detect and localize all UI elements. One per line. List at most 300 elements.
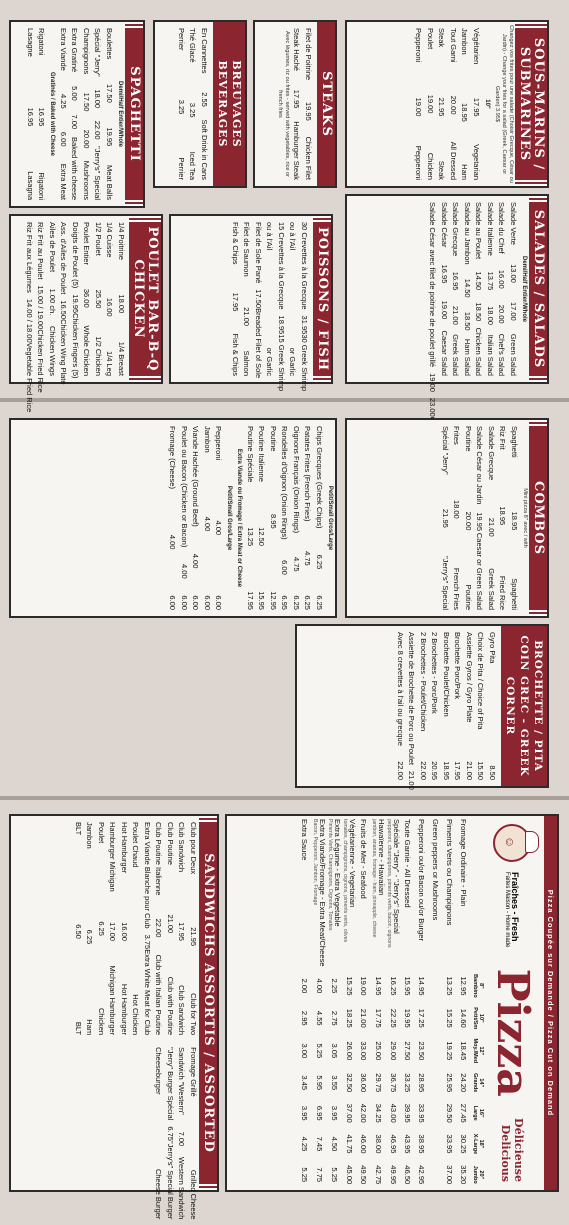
gratin-title: Gratinés / Baked with Cheese — [49, 71, 56, 157]
menu-item-row — [508, 196, 520, 382]
pizza-price-cell — [401, 1098, 415, 1128]
item-name-fr: Frites — [452, 426, 462, 445]
pizza-price: 15.25 — [345, 976, 354, 996]
pizza-price-cell — [371, 970, 386, 1003]
item-name-en: Soft Drink in Cans — [200, 119, 209, 180]
item-price-small: 6.25 — [315, 554, 324, 570]
item-price-small: 12.50 — [257, 527, 267, 546]
item-name-fr: Fromage Grillé — [189, 1047, 198, 1097]
item-name-en: Salmon — [242, 350, 252, 376]
item-name-en: Chicken — [97, 1007, 106, 1036]
pizza-price-cell — [298, 1067, 312, 1098]
item-price-large: 12.95 — [269, 591, 278, 610]
pizza-size-cell — [471, 1067, 485, 1098]
item-name-en: Club Sandwich — [177, 985, 187, 1036]
pizza-price-cell — [386, 1002, 401, 1034]
item-price: 21.95 — [437, 97, 447, 117]
pizza-price-cell — [371, 1098, 386, 1128]
sides-section — [9, 418, 337, 618]
item-price: 18.95 — [442, 761, 451, 780]
pizza-price-cell — [371, 1067, 386, 1098]
pizza-price: 14.60 — [459, 1008, 469, 1028]
item-name-en: Pepperoni — [414, 145, 424, 180]
menu-item-row — [81, 22, 93, 206]
item-price: 21.00 — [407, 771, 417, 790]
menu-item-row — [176, 816, 188, 1041]
pizza-row — [327, 816, 342, 1190]
pizza-price-cell — [327, 1034, 342, 1067]
menu-item-row — [451, 420, 463, 616]
pizza-section — [225, 814, 559, 1192]
pizza-price-cell — [386, 1160, 401, 1190]
pizza-row — [371, 816, 386, 1190]
item-name-en: Club with Italian Poutine — [154, 954, 164, 1036]
item-name-fr: Poulet — [97, 822, 106, 844]
item-price: 17.00 — [108, 922, 118, 941]
pizza-price: 38.95 — [417, 1134, 427, 1154]
pizza-price-cell — [357, 970, 371, 1003]
item-price-large: 6.25 — [315, 595, 324, 610]
item-price: 22.00 — [154, 918, 164, 938]
pizza-size-cell — [471, 1128, 485, 1159]
pizza-size-num: 18" — [478, 1139, 484, 1149]
item-price: 18.95 — [277, 315, 286, 335]
pizza-topbar: Pizza Coupée sur Demande / Pizza Cut on Demand — [544, 816, 557, 1190]
pizza-price: 38.00 — [374, 1134, 383, 1154]
pizza-price-cell — [443, 1034, 457, 1067]
item-name-en: or Garlic — [265, 347, 275, 376]
item-price-half: 16.00 — [497, 269, 507, 289]
pizza-size-num: 10" — [478, 1013, 484, 1023]
menu-item-row — [84, 816, 96, 1041]
item-price: 22.00 — [396, 761, 405, 780]
pizza-price: 22.25 — [389, 1008, 398, 1028]
item-price: 1.00 ch. — [48, 288, 57, 316]
pizza-price-cell — [457, 1160, 471, 1190]
pizza-price: 7.75 — [315, 1167, 324, 1183]
item-name-en: Chicken Fingers (5) — [71, 313, 80, 379]
menu-item-row — [25, 22, 37, 206]
item-price: 17.95 — [292, 89, 302, 109]
pizza-price: 26.00 — [345, 1041, 354, 1061]
pizza-price-cell — [357, 1098, 371, 1128]
item-name: Chips Grecques (Greek Chips) — [315, 426, 324, 529]
menu-item-row — [188, 1041, 200, 1225]
pizza-size-num: 16" — [478, 1108, 484, 1118]
combos-title: COMBOS — [529, 420, 547, 616]
salads-title: SALADES / SALADS — [529, 196, 547, 382]
menu-item-row — [256, 420, 268, 616]
menu-item-row — [142, 816, 154, 1041]
pizza-size-label: Moy./Med — [472, 1038, 478, 1064]
pizza-price-cell — [342, 1034, 357, 1067]
pizza-price-cell — [457, 970, 471, 1003]
menu-item-row — [69, 22, 81, 206]
item-name-en: Green Salad — [509, 333, 518, 376]
brochette-title — [501, 626, 547, 786]
pizza-price-cell — [401, 1128, 415, 1159]
pizza-name-cell — [386, 816, 401, 970]
item-name-en: Club for Two — [189, 993, 198, 1036]
item-price-half: 4.25 — [59, 94, 68, 109]
pizza-price-cell — [415, 1128, 429, 1159]
item-price-small: 13.25 — [246, 527, 255, 547]
menu-item-row — [427, 196, 439, 417]
brochette-section — [295, 624, 549, 788]
menu-item-row — [241, 216, 253, 382]
menu-item-row — [459, 22, 471, 186]
item-price: 14.00 / 18.00 — [25, 298, 34, 343]
sandwiches-section — [9, 814, 219, 1220]
pizza-size-num: 12" — [478, 1046, 484, 1056]
pizza-price: 25.00 — [374, 1041, 383, 1061]
pizza-price-cell — [415, 1067, 429, 1098]
pizza-price: 19.95 — [403, 1008, 413, 1028]
pizza-price-cell — [371, 1002, 386, 1034]
item-price-whole: 19.95 — [105, 127, 114, 147]
menu-item-row — [104, 216, 116, 382]
menu-item-row — [92, 22, 104, 206]
menu-item-row — [314, 420, 326, 616]
item-price: 3.25 — [188, 102, 198, 118]
salads-header: Demi/Half Entier/Whole — [521, 255, 527, 322]
item-name-fr: 1/4 Cuisse — [105, 222, 115, 258]
item-name-fr: 1/4 Poitrine — [117, 222, 126, 260]
item-name-en: All Dressed — [449, 141, 458, 180]
item-name-en: Hot Hamburger — [120, 983, 129, 1036]
item-name-en: Breaded Filet of Sole — [254, 308, 263, 379]
menu-item-row — [486, 420, 498, 616]
menu-item-row — [395, 626, 407, 786]
pizza-name-cell — [457, 816, 471, 970]
item-name-fr: 30 Crevettes à la Grecque — [300, 222, 309, 310]
pizza-size-cell — [471, 1098, 485, 1128]
item-price: 21.00 — [166, 914, 175, 934]
pizza-name: Green peppers or Mushrooms — [431, 819, 441, 921]
spaghetti-header: Demi/Half Entier/Whole — [117, 80, 123, 147]
bbq-title: POULET BAR-B-Q CHICKEN — [129, 216, 161, 382]
pizza-price: 33.95 — [417, 1103, 427, 1123]
item-name-fr: Ailes de Poulet — [48, 222, 57, 273]
item-price: 21.00 — [487, 517, 496, 537]
item-name-fr: Salade au Jambon — [463, 202, 472, 265]
item-price-whole: 18.50 — [463, 311, 472, 331]
item-name: Gyro Pita — [488, 632, 497, 664]
pizza-price: 12.95 — [459, 976, 469, 996]
pizza-price: 4.50 — [330, 1136, 339, 1152]
pizza-price-cell — [443, 1128, 457, 1159]
sandwiches-left — [73, 816, 200, 1041]
menu-item-row — [167, 420, 179, 616]
item-price-half: 16.95 — [440, 264, 449, 284]
drinks-title — [213, 22, 245, 186]
menu-item-row — [58, 216, 70, 385]
menu-item-row — [471, 22, 483, 186]
item-price-small: 4.00 — [191, 553, 201, 569]
pizza-price: 33.95 — [445, 1134, 455, 1154]
item-name-en: "Jerry's" Special — [441, 556, 450, 610]
item-price-large: 6.00 — [191, 595, 201, 610]
pizza-name-cell — [298, 816, 312, 970]
pizza-price-cell — [312, 1098, 327, 1128]
pizza-price: 2.25 — [330, 978, 339, 994]
item-name-fr: Végétarien — [472, 28, 481, 65]
bbq-section — [9, 214, 163, 413]
pizza-price: 33.25 — [403, 1073, 413, 1093]
subs-size-header: 10" — [484, 99, 490, 109]
item-name-fr: Extra Gratiné — [70, 28, 80, 73]
item-name-en: Chicken Wing Plate — [59, 319, 69, 385]
pizza-name: Extra Légume - Extra Vegetable — [333, 819, 342, 927]
pizza-price-cell — [298, 970, 312, 1003]
combos-note: Mini pizza 8" avec / with — [522, 488, 528, 548]
menu-item-row — [485, 196, 497, 382]
item-name-fr: Boulettes — [105, 28, 114, 60]
menu-item-row — [179, 420, 191, 616]
pizza-price-cell — [342, 970, 357, 1003]
item-name-fr: Fish & Chips — [231, 222, 240, 265]
item-name-en: Chicken — [426, 152, 435, 180]
pizza-price: 17.25 — [417, 1008, 427, 1028]
item-name-fr: Jambon — [460, 28, 470, 55]
steaks-list — [291, 22, 317, 186]
item-price-whole: 23.00 — [428, 397, 438, 417]
item-name: Poutine Spéciale — [246, 426, 255, 483]
pizza-price-cell — [401, 1160, 415, 1190]
menu-item-row — [264, 216, 276, 382]
pizza-name-cell — [443, 816, 457, 970]
pizza-desc: tomates, champignons, oignons, piments verts, olives — [342, 819, 348, 943]
item-name-en: Iced Tea — [188, 151, 198, 180]
item-name-fr: Lasagne — [26, 28, 35, 57]
item-name-fr: Poutine — [464, 426, 473, 452]
menu-item-row — [276, 216, 288, 392]
pizza-price: 36.75 — [389, 1073, 398, 1093]
pizza-price-cell — [357, 1128, 371, 1159]
item-name: Oignons Français (Onion Rings) — [292, 426, 301, 534]
item-price-whole: 18.00 — [486, 306, 495, 325]
item-name-fr: Jambon — [85, 822, 95, 849]
pizza-price-cell — [386, 1034, 401, 1067]
menu-item-row — [47, 216, 59, 382]
item-name-fr: Salade au Poulet — [474, 202, 484, 260]
item-price-large: 6.00 — [203, 595, 212, 610]
pizza-price: 23.50 — [417, 1041, 427, 1061]
item-name-en: "Jerry's" Special Burger — [166, 1140, 175, 1220]
pizza-price: 3.95 — [300, 1105, 310, 1121]
fish-title: POISSONS / FISH — [313, 216, 331, 382]
pizza-price-cell — [429, 1002, 443, 1034]
pizza-price-cell — [415, 1098, 429, 1128]
item-price: 7.00 — [177, 1131, 187, 1147]
pizza-desc: pepperoni, champignons, piments verts, bacon, oignons — [386, 819, 392, 948]
item-name-fr: Riz Frit — [498, 426, 508, 450]
item-price: 17.95 — [453, 761, 463, 780]
sides-list — [245, 420, 326, 616]
pizza-price: 43.00 — [389, 1103, 398, 1123]
pizza-price-cell — [298, 1128, 312, 1159]
pizza-price: 2.00 — [300, 978, 310, 994]
item-name-en: Baked with cheese — [70, 137, 80, 200]
menu-item-row — [450, 196, 462, 382]
pizza-price-cell — [327, 1160, 342, 1190]
brochette-title-fr: BROCHETTE / PITA — [532, 640, 544, 772]
spaghetti-section — [9, 20, 145, 208]
pizza-price: 37.00 — [345, 1103, 354, 1123]
pizza-price: 18.45 — [459, 1041, 469, 1061]
pizza-name: Piments Verts ou Champignons — [445, 819, 455, 926]
pizza-price-cell — [386, 1067, 401, 1098]
pizza-subtitle2: Faites Maison - Home made — [504, 872, 511, 948]
item-price-large: 6.00 — [168, 595, 178, 610]
menu-item-row — [473, 196, 485, 382]
menu-item-row — [24, 216, 36, 413]
menu-item-row — [425, 22, 437, 186]
item-name: Brochette Poulet/Chicken — [442, 632, 451, 717]
pizza-price-cell — [298, 1034, 312, 1067]
item-name-fr: Filet de Saumon — [242, 222, 252, 277]
item-price-large: 15.95 — [257, 591, 267, 610]
pizza-price-cell — [415, 970, 429, 1003]
item-name-en: Fish & Chips — [231, 333, 240, 376]
item-price-whole: 19.00 — [440, 300, 449, 320]
fold-line — [0, 398, 569, 402]
item-price-small: 8.95 — [269, 514, 278, 529]
pizza-size-label: Bambino — [472, 974, 478, 998]
pizza-price-cell — [443, 1098, 457, 1128]
pizza-price-cell — [386, 1098, 401, 1128]
pizza-price-cell — [312, 970, 327, 1003]
pizza-price: 49.50 — [359, 1165, 369, 1185]
menu-item-row — [96, 816, 108, 1041]
item-price-whole: 17.00 — [509, 301, 518, 321]
item-name: Patates Frites (French Fries) — [303, 426, 313, 522]
pizza-price: 15.95 — [403, 976, 413, 996]
item-price-half: 18.00 — [93, 89, 103, 109]
pizza-name: Extra Viande/Fromage - Extra Meat/Cheese — [318, 819, 327, 967]
pizza-row — [298, 816, 312, 1190]
menu-item-row — [176, 1041, 188, 1225]
item-name-fr: Riz Frit au Poulet — [36, 222, 46, 280]
item-price-large: 6.25 — [303, 595, 313, 610]
item-name-fr: Club Poutine Italienne — [154, 822, 164, 896]
menu-item-row — [153, 816, 165, 1041]
pizza-price: 27.45 — [459, 1103, 469, 1123]
menu-item-row — [153, 1041, 165, 1225]
pizza-price-cell — [312, 1128, 327, 1159]
drinks-section — [153, 20, 247, 188]
item-name-fr: ou à l'Ail — [265, 222, 275, 251]
pizza-size-cell — [471, 970, 485, 1003]
item-name-en: Hamburger Steak — [292, 121, 302, 180]
item-price: 19.00 — [414, 97, 424, 117]
menu-item-row — [119, 816, 131, 1041]
menu-item-row — [245, 420, 257, 616]
item-name-fr: En Cannettes — [200, 28, 209, 74]
item-price-small: 4.00 — [168, 534, 178, 550]
pizza-price: 49.95 — [389, 1165, 398, 1185]
item-price: 16.95 — [37, 107, 47, 127]
pizza-price-cell — [415, 1034, 429, 1067]
item-price: 19.95 — [304, 101, 313, 121]
item-name-en: Vegetarian — [472, 144, 481, 180]
item-name-en: French Fries — [452, 567, 462, 610]
pizza-price-cell — [401, 1002, 415, 1034]
item-name-en: Chef's Salad — [497, 333, 507, 376]
item-price: 17.95 — [472, 97, 481, 117]
fish-section — [169, 214, 333, 392]
pizza-fresh — [505, 872, 521, 947]
item-price-small: 4.00 — [203, 516, 212, 532]
pizza-row — [443, 816, 457, 1190]
item-name: Jambon — [203, 426, 212, 453]
menu-item-row — [81, 216, 93, 382]
item-name-fr: Spécial "Jerry" — [441, 426, 450, 475]
menu-item-row — [462, 196, 474, 382]
item-name-en: Chicken Filet — [304, 136, 313, 180]
item-price: 6.50 — [74, 924, 83, 939]
menu-item-row — [130, 816, 142, 1041]
item-price: 18.95 — [498, 506, 508, 526]
item-name: Poulet ou Bacon (Chicken or Bacon) — [180, 426, 189, 548]
menu-item-row — [464, 626, 476, 786]
pizza-price: 45.00 — [345, 1165, 354, 1185]
item-name-fr: Filet de Poitrine — [304, 28, 313, 81]
item-price: 19.00 — [426, 94, 435, 114]
garl-list — [167, 420, 225, 616]
item-name-en: "Jerry's" Special — [93, 146, 103, 200]
pizza-price: 29.75 — [374, 1073, 383, 1093]
menu-item-row — [104, 22, 116, 206]
pizza-price-cell — [371, 1128, 386, 1159]
pizza-price: 3.45 — [300, 1075, 310, 1091]
extra-cheese-note: Extra Viande ou Fromage / Extra Meat or Cheese — [236, 448, 243, 588]
pizza-name: Toute Garnie - All Dressed — [403, 819, 413, 908]
item-name-fr: Poulet Chaud — [131, 822, 141, 868]
item-name-fr: Doigts de Poulet (5) — [71, 222, 80, 289]
item-price-large: 6.00 — [180, 595, 189, 610]
pizza-price: 35.20 — [459, 1165, 469, 1185]
item-price: 21.00 — [242, 307, 252, 326]
item-name-en: Spaghetti — [510, 578, 519, 610]
item-name-en: Ham Salad — [463, 338, 472, 376]
sandwiches-columns — [73, 816, 200, 1220]
pizza-tagline-fr: Délicieuse — [512, 1118, 526, 1182]
pizza-price-cell — [357, 1160, 371, 1190]
item-name-fr: Tout Garni — [449, 28, 458, 63]
item-price: 20.00 — [464, 511, 473, 531]
item-price-small: 4.75 — [292, 556, 301, 572]
item-name-en: 15 Greek Shrimp — [277, 334, 286, 392]
item-name-fr: Club Poutine — [166, 822, 175, 865]
item-price: 16.00 — [120, 922, 129, 941]
menu-item-row — [440, 420, 452, 616]
sandwiches-title: SANDWICHS ASSORTIS / ASSORTED — [199, 816, 217, 1190]
pizza-name-cell — [429, 816, 443, 970]
item-name-fr: Extra Viande — [59, 28, 68, 71]
salads-list — [427, 196, 519, 417]
subs-title: SOUS-MARINS / SUBMARINES — [515, 22, 547, 186]
item-price-large: 17.95 — [246, 591, 255, 610]
subs-note: Changez vos frites pour une salade (Choisir Grecque, César ou Jardin) - Change your fries for a salad (Greek, Caesar or Garden) 3.95$ — [494, 25, 514, 183]
pizza-price: 3.00 — [300, 1043, 310, 1059]
pizza-name: Pepperoni ou/or Bacon ou/or Burger — [417, 819, 427, 942]
pizza-row — [357, 816, 371, 1190]
menu-item-row — [70, 216, 82, 382]
menu-item-row — [303, 22, 315, 186]
item-name: Poutine — [269, 426, 278, 452]
item-price-half: 13.00 — [509, 264, 518, 283]
